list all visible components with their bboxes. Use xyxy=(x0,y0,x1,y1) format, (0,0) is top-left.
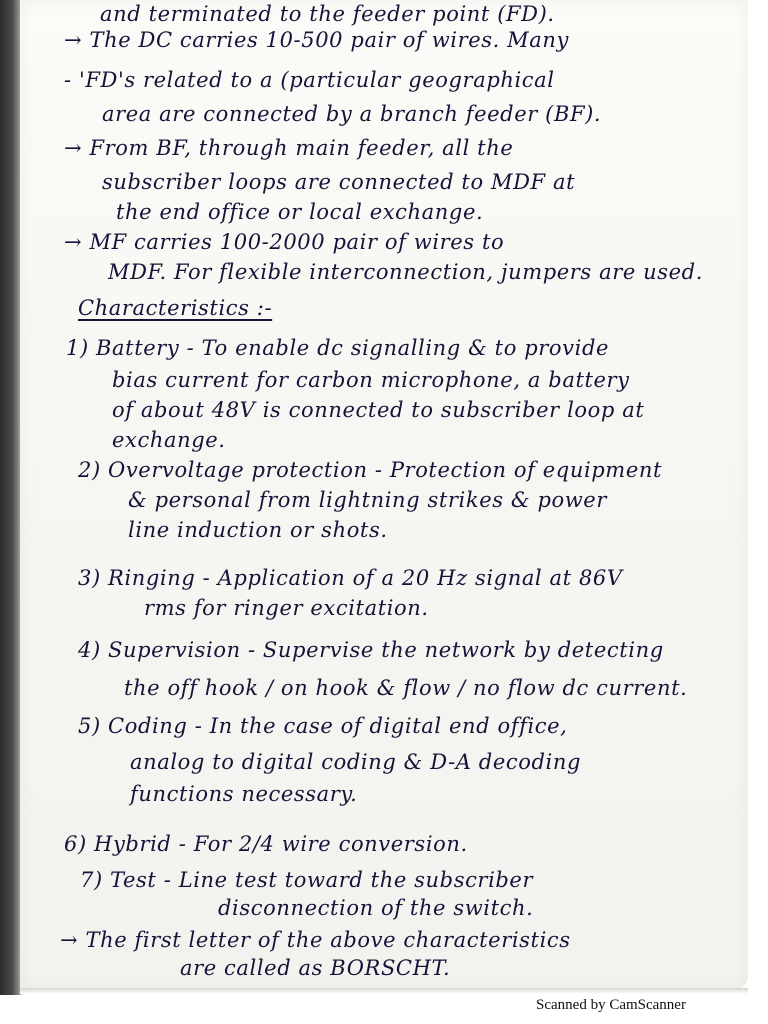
section-heading: Characteristics :- xyxy=(78,296,273,320)
note-line: - 'FD's related to a (particular geographical xyxy=(64,68,555,92)
note-line: & personal from lightning strikes & power xyxy=(128,488,607,512)
note-line: 2) Overvoltage protection - Protection of equipment xyxy=(78,458,663,482)
note-line: 6) Hybrid - For 2/4 wire conversion. xyxy=(64,832,468,856)
note-line: the end office or local exchange. xyxy=(116,200,484,224)
scanner-watermark: Scanned by CamScanner xyxy=(536,997,686,1013)
note-line: the off hook / on hook & flow / no flow dc current. xyxy=(124,676,688,700)
handwritten-notes xyxy=(20,0,748,990)
note-line: are called as BORSCHT. xyxy=(180,956,451,980)
note-line: → The DC carries 10-500 pair of wires. Many xyxy=(64,28,569,52)
note-line: → From BF, through main feeder, all the xyxy=(64,136,514,160)
note-line: subscriber loops are connected to MDF at xyxy=(102,170,576,194)
note-line: 4) Supervision - Supervise the network by detecting xyxy=(78,638,664,662)
note-line: analog to digital coding & D-A decoding xyxy=(130,750,582,774)
note-line: disconnection of the switch. xyxy=(218,896,534,920)
note-line: bias current for carbon microphone, a battery xyxy=(112,368,630,392)
note-line: functions necessary. xyxy=(130,782,358,806)
notebook-page xyxy=(20,0,748,990)
page-bottom-edge xyxy=(20,988,748,994)
note-line: 7) Test - Line test toward the subscriber xyxy=(80,868,534,892)
note-line: and terminated to the feeder point (FD). xyxy=(100,2,555,26)
note-line: line induction or shots. xyxy=(128,518,388,542)
note-line: rms for ringer excitation. xyxy=(144,596,429,620)
note-line: of about 48V is connected to subscriber loop at xyxy=(112,398,645,422)
note-line: 1) Battery - To enable dc signalling & to provide xyxy=(66,336,610,360)
note-line: exchange. xyxy=(112,428,226,452)
note-line: area are connected by a branch feeder (BF). xyxy=(102,102,602,126)
note-line: 3) Ringing - Application of a 20 Hz signal at 86V xyxy=(78,566,623,590)
note-line: → MF carries 100-2000 pair of wires to xyxy=(64,230,505,254)
notebook-spine xyxy=(0,0,22,995)
note-line: 5) Coding - In the case of digital end office, xyxy=(78,714,568,738)
note-line: → The first letter of the above characteristics xyxy=(60,928,571,952)
note-line: MDF. For flexible interconnection, jumpers are used. xyxy=(108,260,703,284)
